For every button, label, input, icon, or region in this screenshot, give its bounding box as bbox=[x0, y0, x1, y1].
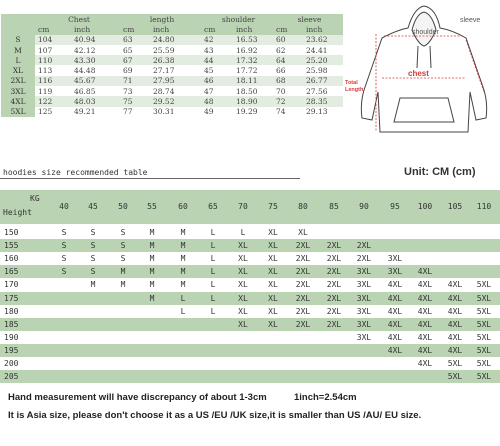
size-recommendation-cell: 3XL bbox=[356, 306, 372, 316]
weight-header: 75 bbox=[268, 202, 278, 211]
size-recommendation-cell: 3XL bbox=[356, 332, 372, 342]
header-length: length bbox=[120, 14, 201, 24]
size-recommendation-cell: 4XL bbox=[387, 293, 403, 303]
rec-table-title: hoodies size recommended table bbox=[3, 168, 148, 177]
size-recommendation-cell: M bbox=[180, 254, 186, 264]
size-value: 110 bbox=[35, 55, 71, 65]
size-value: 29.52 bbox=[150, 96, 201, 106]
unit-cm: cm bbox=[120, 24, 150, 34]
size-value: 42.12 bbox=[71, 45, 120, 55]
size-label: XL bbox=[1, 65, 35, 75]
asia-size-note: It is Asia size, please don't choose it as a US /EU /UK size,it is smaller than US /AU/ EU size. bbox=[8, 410, 422, 421]
size-label: 4XL bbox=[1, 96, 35, 106]
height-value: 180 bbox=[4, 306, 19, 316]
size-value: 16.92 bbox=[233, 45, 273, 55]
size-recommendation-cell: 2XL bbox=[326, 319, 342, 329]
size-value: 25.98 bbox=[303, 65, 343, 75]
size-recommendation-cell: 2XL bbox=[356, 254, 372, 264]
size-value: 67 bbox=[120, 55, 150, 65]
header-sleeve: sleeve bbox=[273, 14, 343, 24]
size-recommendation-cell: XL bbox=[268, 280, 278, 290]
size-value: 44 bbox=[201, 55, 233, 65]
size-value: 47 bbox=[201, 86, 233, 96]
size-recommendation-cell: XL bbox=[238, 254, 248, 264]
unit-cm: cm bbox=[273, 24, 303, 34]
weight-header: 50 bbox=[118, 202, 128, 211]
size-row bbox=[1, 107, 343, 117]
size-recommendation-cell: L bbox=[180, 293, 186, 303]
size-recommendation-cell: 3XL bbox=[356, 319, 372, 329]
size-value: 27.17 bbox=[150, 65, 201, 75]
unit-cm: cm bbox=[201, 24, 233, 34]
size-recommendation-cell: L bbox=[180, 306, 186, 316]
hoodie-diagram bbox=[342, 0, 500, 145]
height-row-band bbox=[0, 239, 500, 252]
size-value: 116 bbox=[35, 76, 71, 86]
size-value: 66 bbox=[273, 65, 303, 75]
shoulder-label: shoulder bbox=[412, 29, 439, 36]
size-recommendation-cell: S bbox=[90, 267, 96, 277]
unit-inch: inch bbox=[150, 24, 201, 34]
pocket-shape bbox=[394, 98, 454, 122]
size-recommendation-cell: S bbox=[90, 241, 96, 251]
size-value: 46 bbox=[201, 76, 233, 86]
sleeve-label: sleeve bbox=[460, 17, 481, 24]
size-recommendation-cell: 4XL bbox=[417, 319, 433, 329]
size-value: 24.80 bbox=[150, 35, 201, 45]
size-value: 125 bbox=[35, 107, 71, 117]
size-recommendation-cell: 4XL bbox=[387, 280, 403, 290]
size-value: 23.62 bbox=[303, 35, 343, 45]
size-value: 16.53 bbox=[233, 35, 273, 45]
size-recommendation-cell: M bbox=[149, 267, 155, 277]
size-recommendation-cell: 5XL bbox=[476, 332, 492, 342]
size-recommendation-cell: 5XL bbox=[476, 372, 492, 382]
size-value: 25.20 bbox=[303, 55, 343, 65]
size-recommendation-cell: 2XL bbox=[326, 293, 342, 303]
size-recommendation-grid bbox=[0, 190, 500, 385]
size-value: 44.48 bbox=[71, 65, 120, 75]
weight-header: 80 bbox=[298, 202, 308, 211]
weight-header: 45 bbox=[88, 202, 98, 211]
size-recommendation-cell: L bbox=[210, 280, 216, 290]
size-value: 45 bbox=[201, 65, 233, 75]
size-recommendation-cell: XL bbox=[268, 293, 278, 303]
size-recommendation-cell: 4XL bbox=[447, 319, 463, 329]
size-value: 64 bbox=[273, 55, 303, 65]
size-value: 74 bbox=[273, 107, 303, 117]
size-recommendation-cell: 2XL bbox=[326, 254, 342, 264]
weight-header: 40 bbox=[59, 202, 69, 211]
size-value: 18.90 bbox=[233, 96, 273, 106]
size-recommendation-cell: XL bbox=[238, 293, 248, 303]
size-recommendation-cell: 5XL bbox=[476, 293, 492, 303]
size-recommendation-cell: M bbox=[90, 280, 96, 290]
size-value: 24.41 bbox=[303, 45, 343, 55]
size-recommendation-cell: M bbox=[120, 280, 126, 290]
size-recommendation-cell: 4XL bbox=[417, 332, 433, 342]
size-value: 48.03 bbox=[71, 96, 120, 106]
height-value: 170 bbox=[4, 280, 19, 290]
size-recommendation-cell: 2XL bbox=[295, 280, 311, 290]
size-recommendation-cell: 3XL bbox=[356, 280, 372, 290]
size-recommendation-cell: 4XL bbox=[387, 345, 403, 355]
inch-note: 1inch=2.54cm bbox=[294, 392, 357, 403]
size-value: 70 bbox=[273, 86, 303, 96]
size-row bbox=[1, 86, 343, 96]
size-recommendation-cell: XL bbox=[268, 267, 278, 277]
size-recommendation-cell: 2XL bbox=[295, 319, 311, 329]
size-recommendation-cell: 4XL bbox=[387, 332, 403, 342]
size-recommendation-cell: 4XL bbox=[417, 306, 433, 316]
size-recommendation-cell: 2XL bbox=[295, 254, 311, 264]
size-chart-table bbox=[1, 14, 343, 117]
size-recommendation-cell: S bbox=[120, 228, 126, 237]
size-row bbox=[1, 55, 343, 65]
size-row bbox=[1, 65, 343, 75]
size-recommendation-cell: M bbox=[149, 228, 155, 237]
size-value: 45.67 bbox=[71, 76, 120, 86]
size-recommendation-cell: L bbox=[210, 241, 216, 251]
size-recommendation-cell: 4XL bbox=[417, 267, 433, 277]
size-recommendation-cell: 2XL bbox=[326, 241, 342, 251]
height-value: 150 bbox=[4, 228, 19, 237]
unit-inch: inch bbox=[71, 24, 120, 34]
size-value: 30.31 bbox=[150, 107, 201, 117]
size-recommendation-cell: M bbox=[180, 267, 186, 277]
size-recommendation-cell: M bbox=[149, 280, 155, 290]
header-chest: Chest bbox=[35, 14, 120, 24]
kg-label: KG bbox=[30, 194, 40, 203]
size-value: 73 bbox=[120, 86, 150, 96]
size-recommendation-cell: M bbox=[149, 293, 155, 303]
size-value: 28.74 bbox=[150, 86, 201, 96]
size-value: 49 bbox=[201, 107, 233, 117]
size-recommendation-cell: S bbox=[90, 254, 96, 264]
size-value: 18.11 bbox=[233, 76, 273, 86]
title-underline bbox=[0, 178, 300, 179]
total-length-label: Total Length bbox=[345, 80, 364, 93]
size-value: 69 bbox=[120, 65, 150, 75]
size-value: 25.59 bbox=[150, 45, 201, 55]
unit-inch: inch bbox=[233, 24, 273, 34]
size-value: 60 bbox=[273, 35, 303, 45]
header-shoulder: shoulder bbox=[201, 14, 273, 24]
size-value: 48 bbox=[201, 96, 233, 106]
size-recommendation-cell: 5XL bbox=[476, 359, 492, 368]
size-recommendation-cell: 3XL bbox=[356, 293, 372, 303]
weight-header: 60 bbox=[178, 202, 188, 211]
size-value: 26.38 bbox=[150, 55, 201, 65]
weight-header: 90 bbox=[359, 202, 369, 211]
height-label: Height bbox=[3, 208, 32, 217]
size-value: 27.95 bbox=[150, 76, 201, 86]
height-value: 175 bbox=[4, 293, 19, 303]
height-value: 165 bbox=[4, 267, 19, 277]
weight-header: 85 bbox=[329, 202, 339, 211]
size-recommendation-cell: S bbox=[61, 228, 67, 237]
size-recommendation-cell: M bbox=[180, 280, 186, 290]
size-recommendation-cell: L bbox=[210, 293, 216, 303]
size-value: 27.56 bbox=[303, 86, 343, 96]
unit-cm: cm bbox=[35, 24, 71, 34]
size-value: 62 bbox=[273, 45, 303, 55]
size-recommendation-cell: M bbox=[180, 228, 186, 237]
size-row bbox=[1, 35, 343, 45]
size-value: 43 bbox=[201, 45, 233, 55]
size-recommendation-cell: 4XL bbox=[447, 345, 463, 355]
size-value: 17.32 bbox=[233, 55, 273, 65]
weight-header: 95 bbox=[390, 202, 400, 211]
size-recommendation-cell: 2XL bbox=[295, 293, 311, 303]
height-value: 155 bbox=[4, 241, 19, 251]
size-recommendation-cell: 5XL bbox=[447, 359, 463, 368]
size-recommendation-cell: 4XL bbox=[447, 306, 463, 316]
size-recommendation-cell: 3XL bbox=[387, 267, 403, 277]
size-chart-body bbox=[1, 35, 343, 117]
size-value: 72 bbox=[273, 96, 303, 106]
size-value: 17.72 bbox=[233, 65, 273, 75]
weight-header: 70 bbox=[238, 202, 248, 211]
size-recommendation-cell: S bbox=[61, 267, 67, 277]
size-label: M bbox=[1, 45, 35, 55]
size-value: 71 bbox=[120, 76, 150, 86]
size-recommendation-cell: L bbox=[210, 228, 216, 237]
size-recommendation-cell: L bbox=[210, 306, 216, 316]
chest-label: chest bbox=[408, 69, 429, 78]
size-recommendation-cell: XL bbox=[238, 267, 248, 277]
height-row-band bbox=[0, 226, 500, 239]
size-recommendation-cell: XL bbox=[238, 241, 248, 251]
size-value: 68 bbox=[273, 76, 303, 86]
measure-note: Hand measurement will have discrepancy of about 1-3cm bbox=[8, 392, 267, 403]
size-recommendation-cell: S bbox=[120, 254, 126, 264]
height-row-band bbox=[0, 370, 500, 383]
size-recommendation-cell: S bbox=[61, 241, 67, 251]
size-recommendation-cell: XL bbox=[268, 228, 278, 237]
size-recommendation-cell: 5XL bbox=[476, 280, 492, 290]
size-recommendation-cell: M bbox=[180, 241, 186, 251]
size-chart-units bbox=[1, 24, 343, 34]
size-value: 28.35 bbox=[303, 96, 343, 106]
size-value: 63 bbox=[120, 35, 150, 45]
unit-label: Unit: CM (cm) bbox=[404, 166, 476, 178]
size-value: 26.77 bbox=[303, 76, 343, 86]
height-row-band bbox=[0, 252, 500, 265]
size-recommendation-cell: 2XL bbox=[295, 306, 311, 316]
size-recommendation-cell: 4XL bbox=[387, 306, 403, 316]
size-recommendation-cell: 3XL bbox=[387, 254, 403, 264]
size-recommendation-cell: 4XL bbox=[417, 359, 433, 368]
size-value: 65 bbox=[120, 45, 150, 55]
size-value: 40.94 bbox=[71, 35, 120, 45]
size-recommendation-cell: 2XL bbox=[326, 280, 342, 290]
size-row bbox=[1, 45, 343, 55]
size-value: 107 bbox=[35, 45, 71, 55]
size-value: 77 bbox=[120, 107, 150, 117]
size-recommendation-cell: L bbox=[210, 254, 216, 264]
size-label: 2XL bbox=[1, 76, 35, 86]
size-recommendation-cell: XL bbox=[238, 306, 248, 316]
size-recommendation-cell: 4XL bbox=[447, 280, 463, 290]
size-recommendation-cell: 4XL bbox=[387, 319, 403, 329]
size-label: 5XL bbox=[1, 107, 35, 117]
size-recommendation-cell: L bbox=[240, 228, 246, 237]
size-recommendation-cell: XL bbox=[268, 306, 278, 316]
size-recommendation-cell: 5XL bbox=[447, 372, 463, 382]
size-label: 3XL bbox=[1, 86, 35, 96]
size-recommendation-cell: 4XL bbox=[417, 280, 433, 290]
weight-header: 55 bbox=[147, 202, 157, 211]
unit-inch: inch bbox=[303, 24, 343, 34]
size-recommendation-cell: 5XL bbox=[476, 319, 492, 329]
size-value: 122 bbox=[35, 96, 71, 106]
size-recommendation-cell: XL bbox=[238, 319, 248, 329]
size-value: 119 bbox=[35, 86, 71, 96]
size-recommendation-cell: 2XL bbox=[295, 267, 311, 277]
weight-header: 105 bbox=[447, 202, 463, 211]
size-value: 113 bbox=[35, 65, 71, 75]
size-value: 43.30 bbox=[71, 55, 120, 65]
size-value: 75 bbox=[120, 96, 150, 106]
size-value: 18.50 bbox=[233, 86, 273, 96]
corner-cell bbox=[1, 24, 35, 34]
size-recommendation-cell: XL bbox=[238, 280, 248, 290]
size-row bbox=[1, 76, 343, 86]
size-recommendation-cell: M bbox=[149, 254, 155, 264]
size-recommendation-cell: 4XL bbox=[417, 345, 433, 355]
weight-header: 65 bbox=[208, 202, 218, 211]
size-label: L bbox=[1, 55, 35, 65]
height-value: 185 bbox=[4, 319, 19, 329]
height-value: 190 bbox=[4, 332, 19, 342]
size-recommendation-cell: XL bbox=[268, 319, 278, 329]
size-recommendation-cell: 4XL bbox=[417, 293, 433, 303]
size-recommendation-cell: XL bbox=[268, 241, 278, 251]
size-recommendation-cell: XL bbox=[268, 254, 278, 264]
size-recommendation-cell: 4XL bbox=[447, 332, 463, 342]
size-chart-header bbox=[1, 14, 343, 24]
size-recommendation-cell: 3XL bbox=[356, 267, 372, 277]
height-value: 205 bbox=[4, 372, 19, 382]
size-recommendation-cell: 2XL bbox=[326, 306, 342, 316]
weight-header: 100 bbox=[417, 202, 433, 211]
size-recommendation-cell: 2XL bbox=[326, 267, 342, 277]
size-value: 42 bbox=[201, 35, 233, 45]
height-value: 200 bbox=[4, 359, 19, 368]
size-value: 104 bbox=[35, 35, 71, 45]
corner-cell bbox=[1, 14, 35, 24]
size-recommendation-cell: 4XL bbox=[447, 293, 463, 303]
size-value: 49.21 bbox=[71, 107, 120, 117]
size-recommendation-cell: S bbox=[120, 241, 126, 251]
weight-header: 110 bbox=[476, 202, 492, 211]
size-recommendation-cell: S bbox=[90, 228, 96, 237]
height-value: 160 bbox=[4, 254, 19, 264]
size-recommendation-cell: 5XL bbox=[476, 306, 492, 316]
size-value: 19.29 bbox=[233, 107, 273, 117]
size-label: S bbox=[1, 35, 35, 45]
size-recommendation-cell: M bbox=[149, 241, 155, 251]
size-recommendation-cell: S bbox=[61, 254, 67, 264]
size-recommendation-cell: 2XL bbox=[356, 241, 372, 251]
size-recommendation-cell: M bbox=[120, 267, 126, 277]
size-value: 29.13 bbox=[303, 107, 343, 117]
size-recommendation-cell: L bbox=[210, 267, 216, 277]
size-recommendation-cell: 2XL bbox=[295, 241, 311, 251]
height-value: 195 bbox=[4, 345, 19, 355]
size-value: 46.85 bbox=[71, 86, 120, 96]
size-recommendation-cell: XL bbox=[298, 228, 308, 237]
size-recommendation-cell: 5XL bbox=[476, 345, 492, 355]
size-row bbox=[1, 96, 343, 106]
